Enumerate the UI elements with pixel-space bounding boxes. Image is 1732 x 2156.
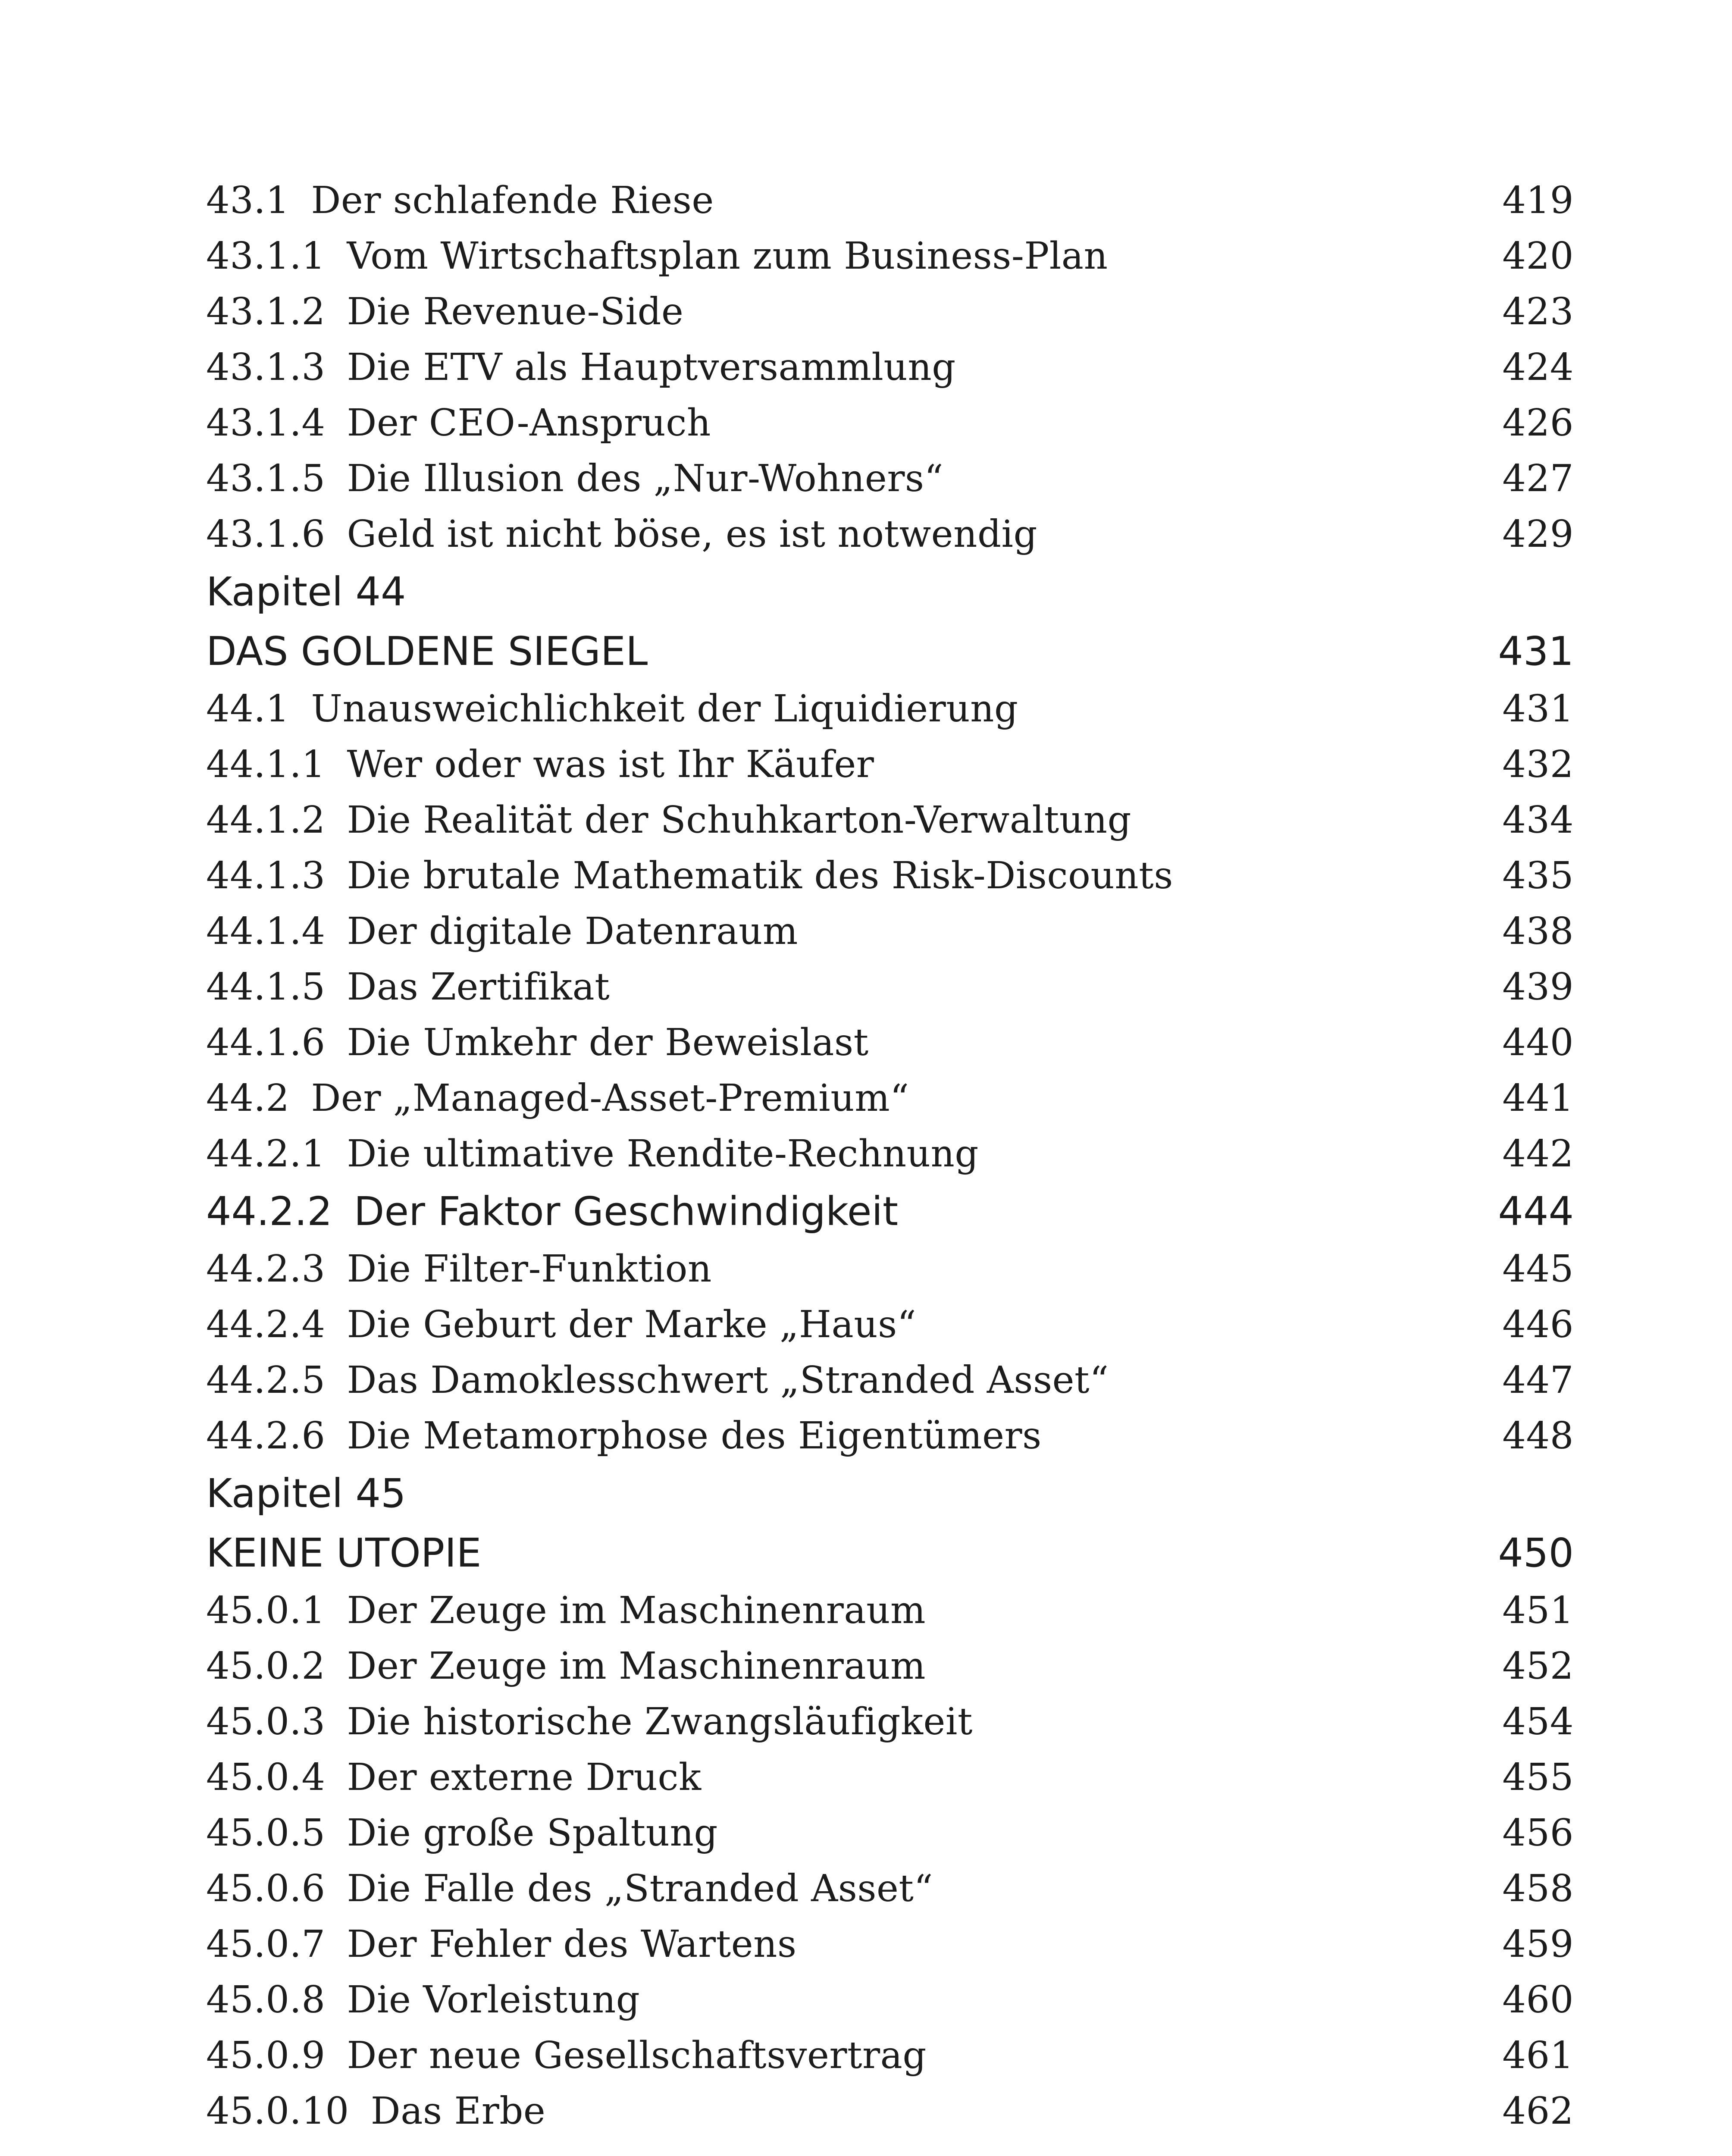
toc-entry (206, 506, 1574, 562)
toc-entry-page: 439 (1502, 965, 1574, 1009)
toc-entry-title: Der digitale Datenraum (347, 909, 798, 953)
toc-entry (206, 339, 1574, 395)
toc-entry-number: 44.2.1 (206, 1132, 326, 1175)
toc-entry-title: Das Zertifikat (347, 965, 610, 1009)
toc-entry-page: 438 (1502, 909, 1574, 953)
toc-entry-page: 442 (1502, 1132, 1574, 1175)
toc-entry-page: 448 (1502, 1414, 1574, 1457)
toc-entry-page: 462 (1502, 2089, 1574, 2133)
toc-entry-page: 454 (1502, 1700, 1574, 1743)
toc-entry-title: Die ETV als Hauptversammlung (347, 345, 956, 389)
toc-entry-title: Der CEO-Anspruch (347, 401, 711, 445)
toc-entry-number: 44.1.1 (206, 743, 326, 786)
toc-entry (206, 1181, 1574, 1241)
toc-entry-label (206, 179, 714, 222)
toc-entry-title: Der Faktor Geschwindigkeit (354, 1188, 899, 1235)
toc-entry (206, 903, 1574, 959)
toc-entry-label (206, 687, 1018, 730)
toc-entry (206, 1241, 1574, 1297)
toc-entry-title: Der „Managed-Asset-Premium“ (311, 1076, 909, 1120)
toc-entry-label (206, 1811, 718, 1855)
toc-entry-label (206, 1700, 973, 1743)
toc-entry (206, 395, 1574, 451)
toc-entry-number: 43.1.3 (206, 345, 326, 389)
toc-entry (206, 1805, 1574, 1861)
toc-entry-label (206, 1530, 481, 1576)
toc-entry-number: 45.0.9 (206, 2034, 326, 2077)
toc-entry-number: 43.1.1 (206, 234, 326, 278)
toc-entry-label (206, 2034, 927, 2077)
toc-entry-number: 44.1.4 (206, 909, 326, 953)
toc-entry (206, 228, 1574, 284)
toc-entry-number: 43.1.6 (206, 512, 326, 556)
toc-entry-page: 445 (1502, 1247, 1574, 1291)
toc-entry-title: Die Realität der Schuhkarton-Verwaltung (347, 798, 1132, 842)
toc-entry-page: 444 (1498, 1188, 1574, 1235)
table-of-contents (206, 172, 1574, 2139)
toc-entry-label (206, 1470, 406, 1517)
toc-entry-label (206, 457, 943, 500)
toc-entry-number: 44.1 (206, 687, 290, 730)
toc-entry-label (206, 1132, 979, 1175)
toc-entry (206, 1583, 1574, 1638)
toc-entry-number: 45.0.6 (206, 1867, 326, 1910)
toc-entry-number: 44.1.6 (206, 1021, 326, 1064)
toc-entry-number: 44.2.6 (206, 1414, 326, 1457)
toc-entry (206, 1749, 1574, 1805)
toc-entry-number: 45.0.7 (206, 1922, 326, 1966)
toc-entry-title: Die Vorleistung (347, 1978, 640, 2021)
toc-entry-page: 460 (1502, 1978, 1574, 2021)
toc-entry (206, 1408, 1574, 1463)
toc-entry (206, 451, 1574, 506)
toc-entry-number: 44.2.3 (206, 1247, 326, 1291)
toc-entry-page: 429 (1502, 512, 1574, 556)
toc-entry-page: 431 (1498, 628, 1574, 674)
toc-entry-title: Der Zeuge im Maschinenraum (347, 1644, 926, 1688)
toc-entry-title: KEINE UTOPIE (206, 1529, 482, 1576)
toc-entry-number: 45.0.3 (206, 1700, 326, 1743)
toc-chapter-heading (206, 621, 1574, 681)
toc-entry-title: Der Zeuge im Maschinenraum (347, 1589, 926, 1632)
toc-entry-page: 419 (1502, 179, 1574, 222)
toc-entry (206, 1694, 1574, 1749)
toc-entry (206, 2028, 1574, 2083)
toc-entry-title: Kapitel 44 (206, 568, 406, 615)
toc-entry (206, 1297, 1574, 1352)
toc-entry-title: Die brutale Mathematik des Risk-Discounts (347, 854, 1173, 897)
toc-entry-label (206, 743, 874, 786)
toc-entry-page: 456 (1502, 1811, 1574, 1855)
toc-entry (206, 848, 1574, 903)
toc-entry-page: 447 (1502, 1358, 1574, 1402)
toc-entry-number: 45.0.2 (206, 1644, 326, 1688)
toc-entry-title: DAS GOLDENE SIEGEL (206, 628, 648, 674)
toc-entry-number: 43.1 (206, 179, 290, 222)
toc-entry (206, 172, 1574, 228)
toc-entry (206, 1916, 1574, 1972)
toc-entry-label (206, 1077, 909, 1120)
toc-entry-label (206, 799, 1131, 842)
toc-entry-number: 43.1.4 (206, 401, 326, 445)
toc-entry-label (206, 1923, 797, 1966)
toc-entry-label (206, 1978, 640, 2021)
toc-entry (206, 1015, 1574, 1070)
toc-entry (206, 1972, 1574, 2028)
toc-entry-title: Der schlafende Riese (311, 179, 714, 222)
toc-entry (206, 681, 1574, 736)
toc-entry-title: Die Falle des „Stranded Asset“ (347, 1867, 933, 1910)
toc-entry-label (206, 854, 1173, 897)
toc-entry-title: Geld ist nicht böse, es ist notwendig (347, 512, 1038, 556)
toc-entry-page: 434 (1502, 798, 1574, 842)
toc-entry-number: 44.2.2 (206, 1188, 332, 1235)
toc-entry (206, 1352, 1574, 1408)
toc-entry-page: 426 (1502, 401, 1574, 445)
toc-entry-page: 427 (1502, 457, 1574, 500)
toc-entry-title: Der neue Gesellschaftsvertrag (347, 2034, 927, 2077)
toc-entry-title: Die historische Zwangsläufigkeit (347, 1700, 973, 1743)
toc-entry (206, 959, 1574, 1015)
toc-entry-label (206, 910, 798, 953)
toc-entry-page: 441 (1502, 1076, 1574, 1120)
toc-chapter-heading (206, 1463, 1574, 1523)
toc-entry-title: Die Metamorphose des Eigentümers (347, 1414, 1042, 1457)
toc-entry-page: 435 (1502, 854, 1574, 897)
toc-entry-title: Der externe Druck (347, 1755, 702, 1799)
toc-entry-number: 44.2 (206, 1076, 290, 1120)
toc-entry-label (206, 513, 1037, 556)
toc-entry-title: Die Illusion des „Nur-Wohners“ (347, 457, 944, 500)
toc-entry (206, 1861, 1574, 1916)
toc-entry-number: 45.0.4 (206, 1755, 326, 1799)
toc-entry-page: 420 (1502, 234, 1574, 278)
toc-entry-title: Die ultimative Rendite-Rechnung (347, 1132, 979, 1175)
toc-entry-title: Das Erbe (370, 2089, 546, 2133)
toc-entry-title: Die große Spaltung (347, 1811, 718, 1855)
toc-entry-label (206, 1247, 712, 1291)
toc-entry-number: 44.2.4 (206, 1303, 326, 1346)
toc-entry (206, 1638, 1574, 1694)
toc-entry-number: 44.1.5 (206, 965, 326, 1009)
toc-entry-title: Kapitel 45 (206, 1470, 406, 1517)
toc-entry-number: 45.0.10 (206, 2089, 349, 2133)
toc-entry-page: 450 (1498, 1529, 1574, 1576)
toc-entry-title: Die Filter-Funktion (347, 1247, 712, 1291)
toc-entry-label (206, 1414, 1042, 1457)
toc-entry (206, 1070, 1574, 1126)
toc-entry-page: 424 (1502, 345, 1574, 389)
toc-entry-title: Die Geburt der Marke „Haus“ (347, 1303, 917, 1346)
toc-entry-title: Der Fehler des Wartens (347, 1922, 797, 1966)
toc-entry-page: 446 (1502, 1303, 1574, 1346)
toc-entry (206, 792, 1574, 848)
toc-entry-page: 432 (1502, 743, 1574, 786)
toc-chapter-heading (206, 562, 1574, 621)
toc-entry (206, 284, 1574, 339)
toc-entry-number: 44.2.5 (206, 1358, 326, 1402)
toc-entry-label (206, 290, 683, 333)
toc-entry-label (206, 1645, 926, 1688)
toc-entry-number: 43.1.2 (206, 290, 326, 333)
toc-entry-label (206, 1589, 926, 1632)
toc-entry-number: 45.0.8 (206, 1978, 326, 2021)
toc-entry-label (206, 2090, 545, 2133)
toc-entry (206, 1126, 1574, 1181)
toc-entry-label (206, 1021, 869, 1064)
toc-entry-label (206, 1303, 916, 1346)
toc-entry-number: 45.0.1 (206, 1589, 326, 1632)
toc-entry-label (206, 346, 956, 389)
toc-entry-title: Wer oder was ist Ihr Käufer (347, 743, 874, 786)
toc-entry-label (206, 569, 406, 615)
toc-entry-label (206, 965, 610, 1009)
toc-entry-label (206, 1756, 702, 1799)
toc-entry-title: Das Damoklesschwert „Stranded Asset“ (347, 1358, 1109, 1402)
toc-entry-page: 423 (1502, 290, 1574, 333)
toc-entry-title: Die Revenue-Side (347, 290, 684, 333)
toc-entry-label (206, 401, 711, 445)
toc-entry-number: 44.1.3 (206, 854, 326, 897)
toc-entry-number: 43.1.5 (206, 457, 326, 500)
toc-entry-label (206, 235, 1108, 278)
toc-entry-page: 458 (1502, 1867, 1574, 1910)
toc-entry-title: Unausweichlichkeit der Liquidierung (311, 687, 1018, 730)
toc-entry-label (206, 1188, 898, 1235)
toc-entry-page: 461 (1502, 2034, 1574, 2077)
toc-chapter-heading (206, 1523, 1574, 1583)
toc-entry-number: 45.0.5 (206, 1811, 326, 1855)
toc-entry-label (206, 628, 648, 674)
toc-entry-page: 431 (1502, 687, 1574, 730)
toc-entry (206, 736, 1574, 792)
toc-entry-page: 452 (1502, 1644, 1574, 1688)
toc-entry-page: 451 (1502, 1589, 1574, 1632)
toc-entry-title: Vom Wirtschaftsplan zum Business-Plan (347, 234, 1108, 278)
toc-entry-page: 440 (1502, 1021, 1574, 1064)
toc-entry-page: 455 (1502, 1755, 1574, 1799)
toc-entry-label (206, 1359, 1109, 1402)
toc-entry (206, 2083, 1574, 2139)
toc-entry-title: Die Umkehr der Beweislast (347, 1021, 869, 1064)
toc-entry-page: 459 (1502, 1922, 1574, 1966)
toc-entry-label (206, 1867, 933, 1910)
toc-entry-number: 44.1.2 (206, 798, 326, 842)
